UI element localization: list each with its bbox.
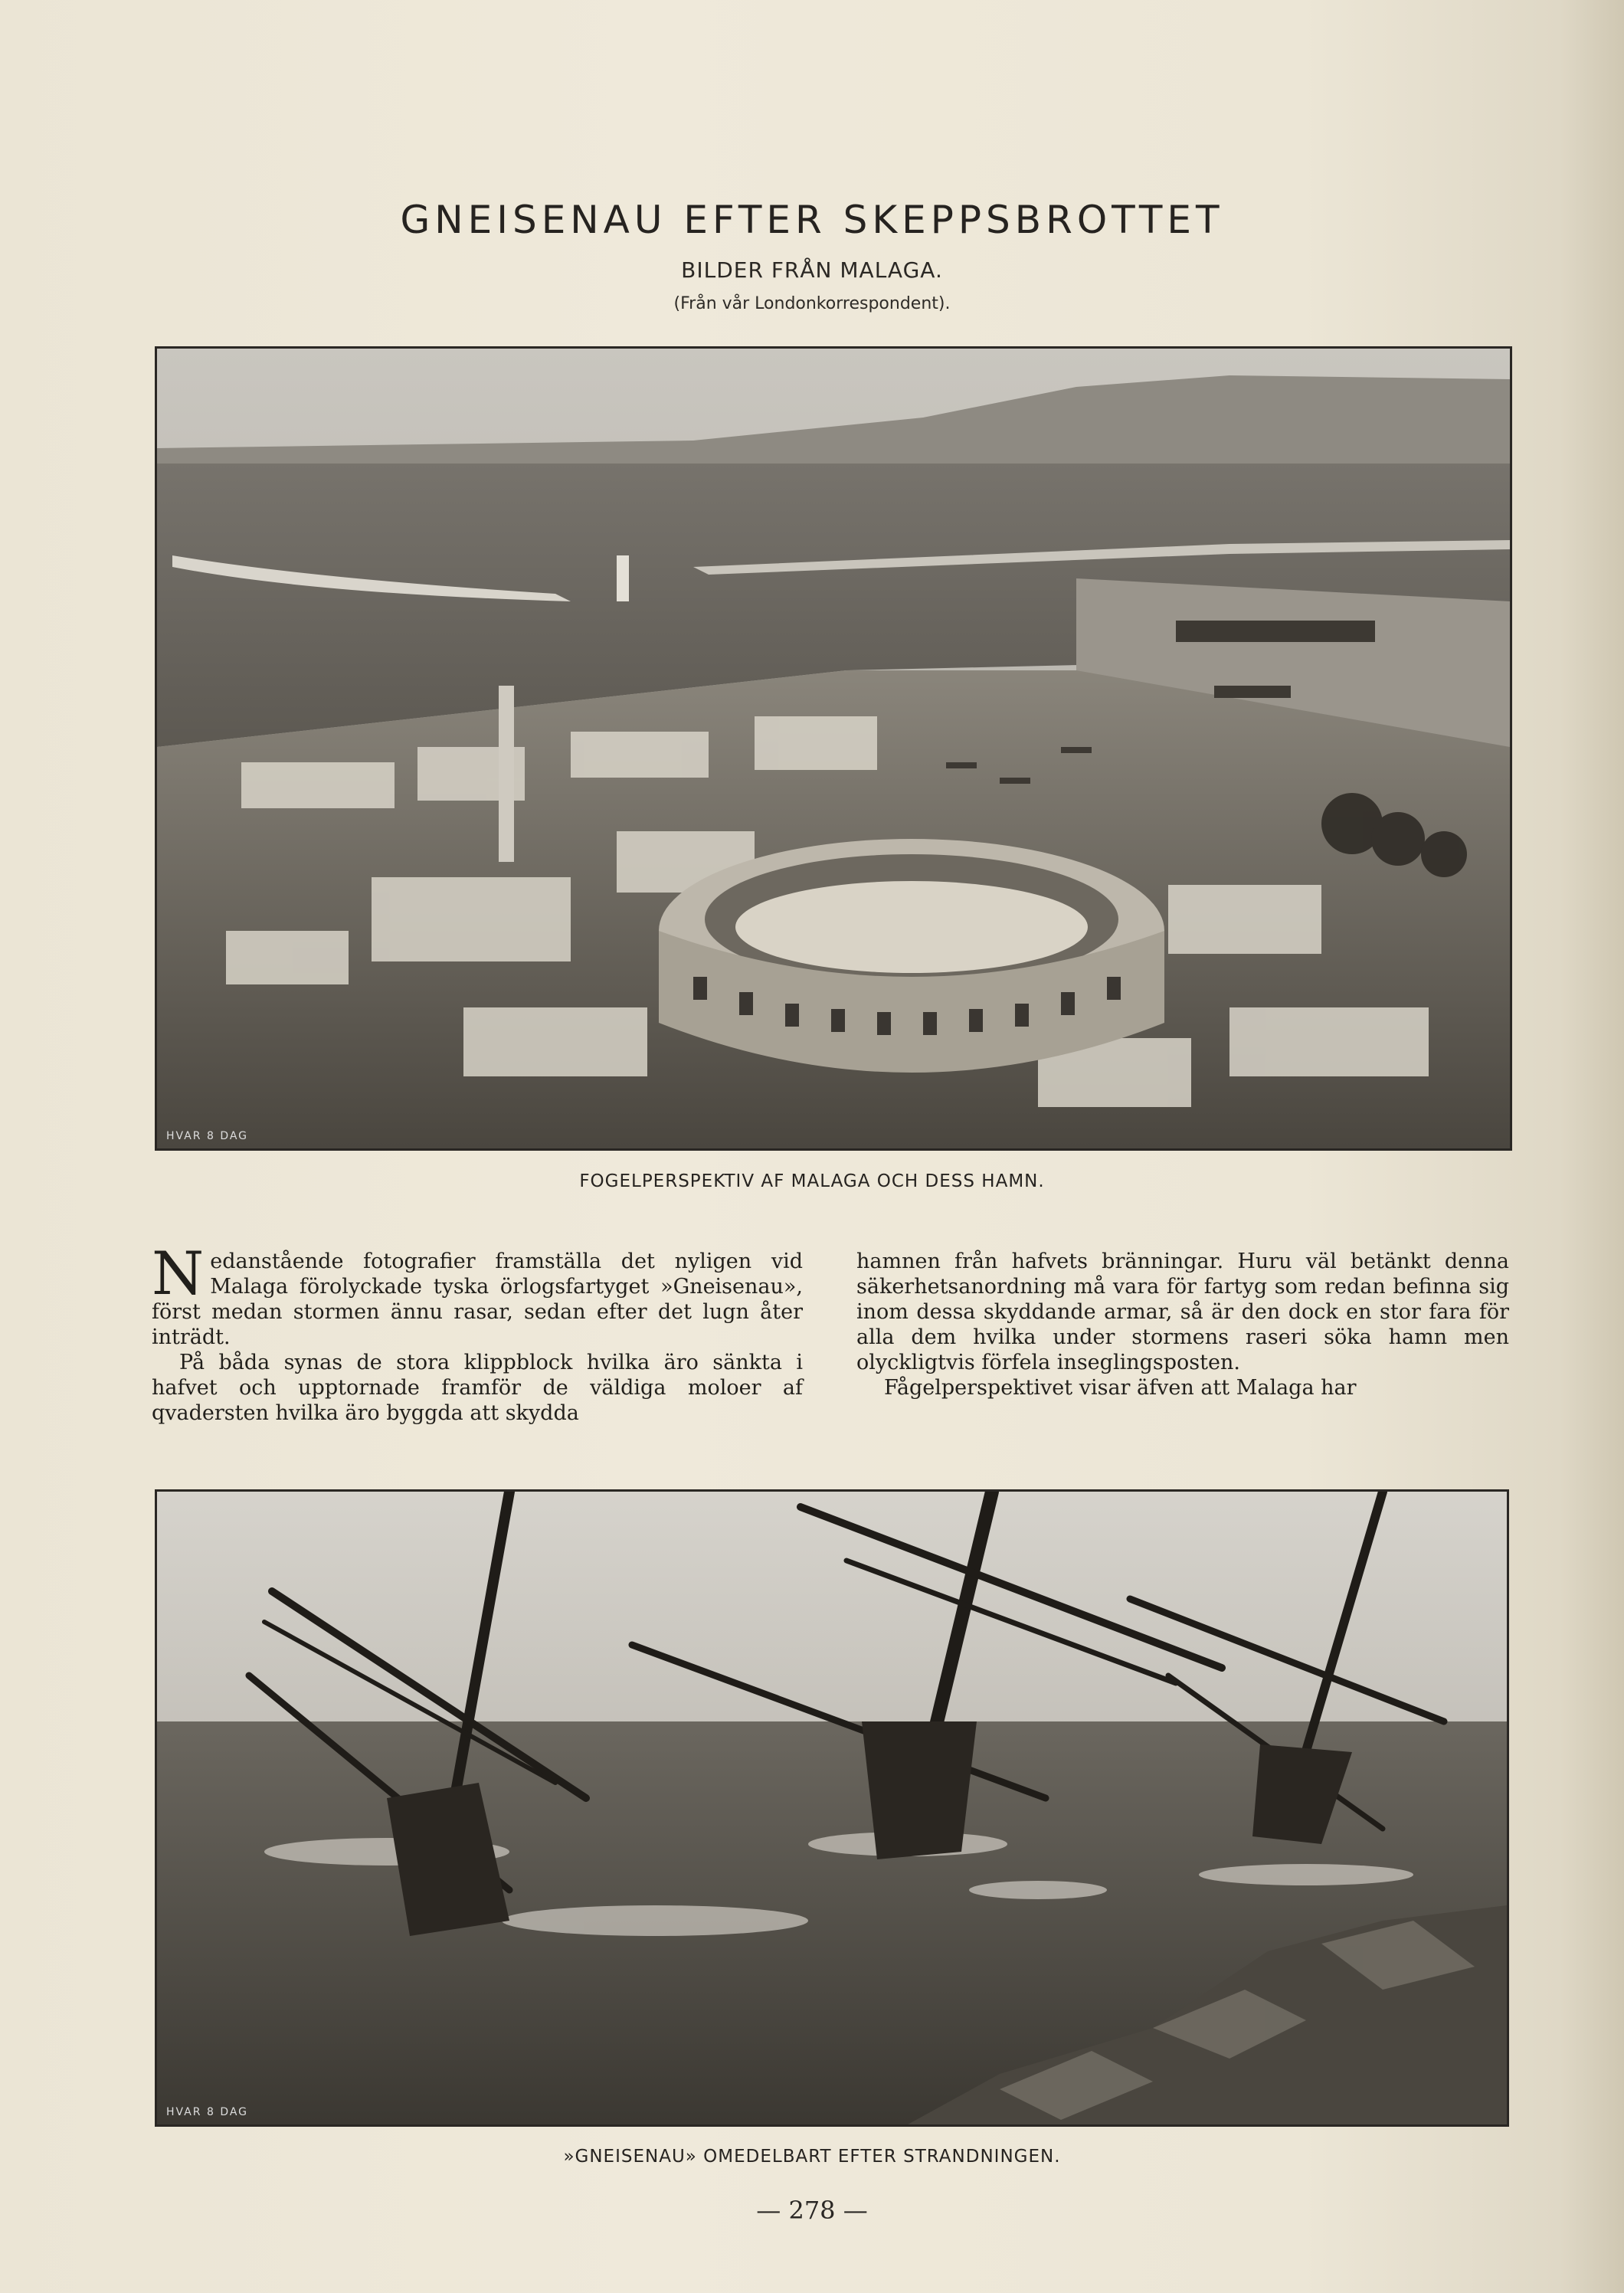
- dropcap: N: [152, 1240, 205, 1309]
- paragraph-2: På båda synas de stora klippblock hvilka äro sänkta i hafvet och upptornade framför de väldiga moloer af qvadersten hvilka äro byggda att skydda: [152, 1351, 803, 1425]
- photo-credit: HVAR 8 DAG: [166, 2106, 249, 2118]
- caption-wreck: »GNEISENAU» OMEDELBART EFTER STRANDNINGEN.: [563, 2147, 1061, 2167]
- text-column-right: [856, 1249, 1509, 1400]
- aerial-photo-illustration: [157, 349, 1510, 1148]
- bullring: [659, 839, 1164, 1073]
- paragraph-4: Fågelperspektivet visar äfven att Malaga har: [884, 1376, 1357, 1400]
- article-title: GNEISENAU EFTER SKEPPSBROTTET: [400, 198, 1224, 242]
- article-subtitle: BILDER FRÅN MALAGA.: [681, 257, 943, 283]
- photo-gneisenau-wreck: [155, 1489, 1509, 2127]
- photo-aerial-malaga: [155, 346, 1512, 1151]
- page-number: — 278 —: [756, 2196, 868, 2225]
- paragraph-1: edanstående fotografier framställa det nyligen vid Malaga förolyckade tyska örlogsfartyget »Gneisenau», först medan stormen ännu rasar, sedan efter det lugn åter inträdt.: [152, 1250, 803, 1349]
- text-column-left: [152, 1240, 803, 1426]
- caption-aerial: FOGELPERSPEKTIV AF MALAGA OCH DESS HAMN.: [579, 1171, 1045, 1191]
- photo-credit: HVAR 8 DAG: [166, 1130, 249, 1142]
- wreck-photo-illustration: [157, 1492, 1507, 2124]
- paragraph-3: hamnen från hafvets bränningar. Huru väl betänkt denna säkerhetsanordning må vara för fartyg som redan befinna sig inom dessa skyddande armar, så är den dock en stor fara för alla dem hvilka under stormens raseri söka hamn men olyckligtvis förfela inseglingsposten.: [856, 1250, 1509, 1374]
- article-byline: (Från vår Londonkorrespondent).: [673, 294, 951, 313]
